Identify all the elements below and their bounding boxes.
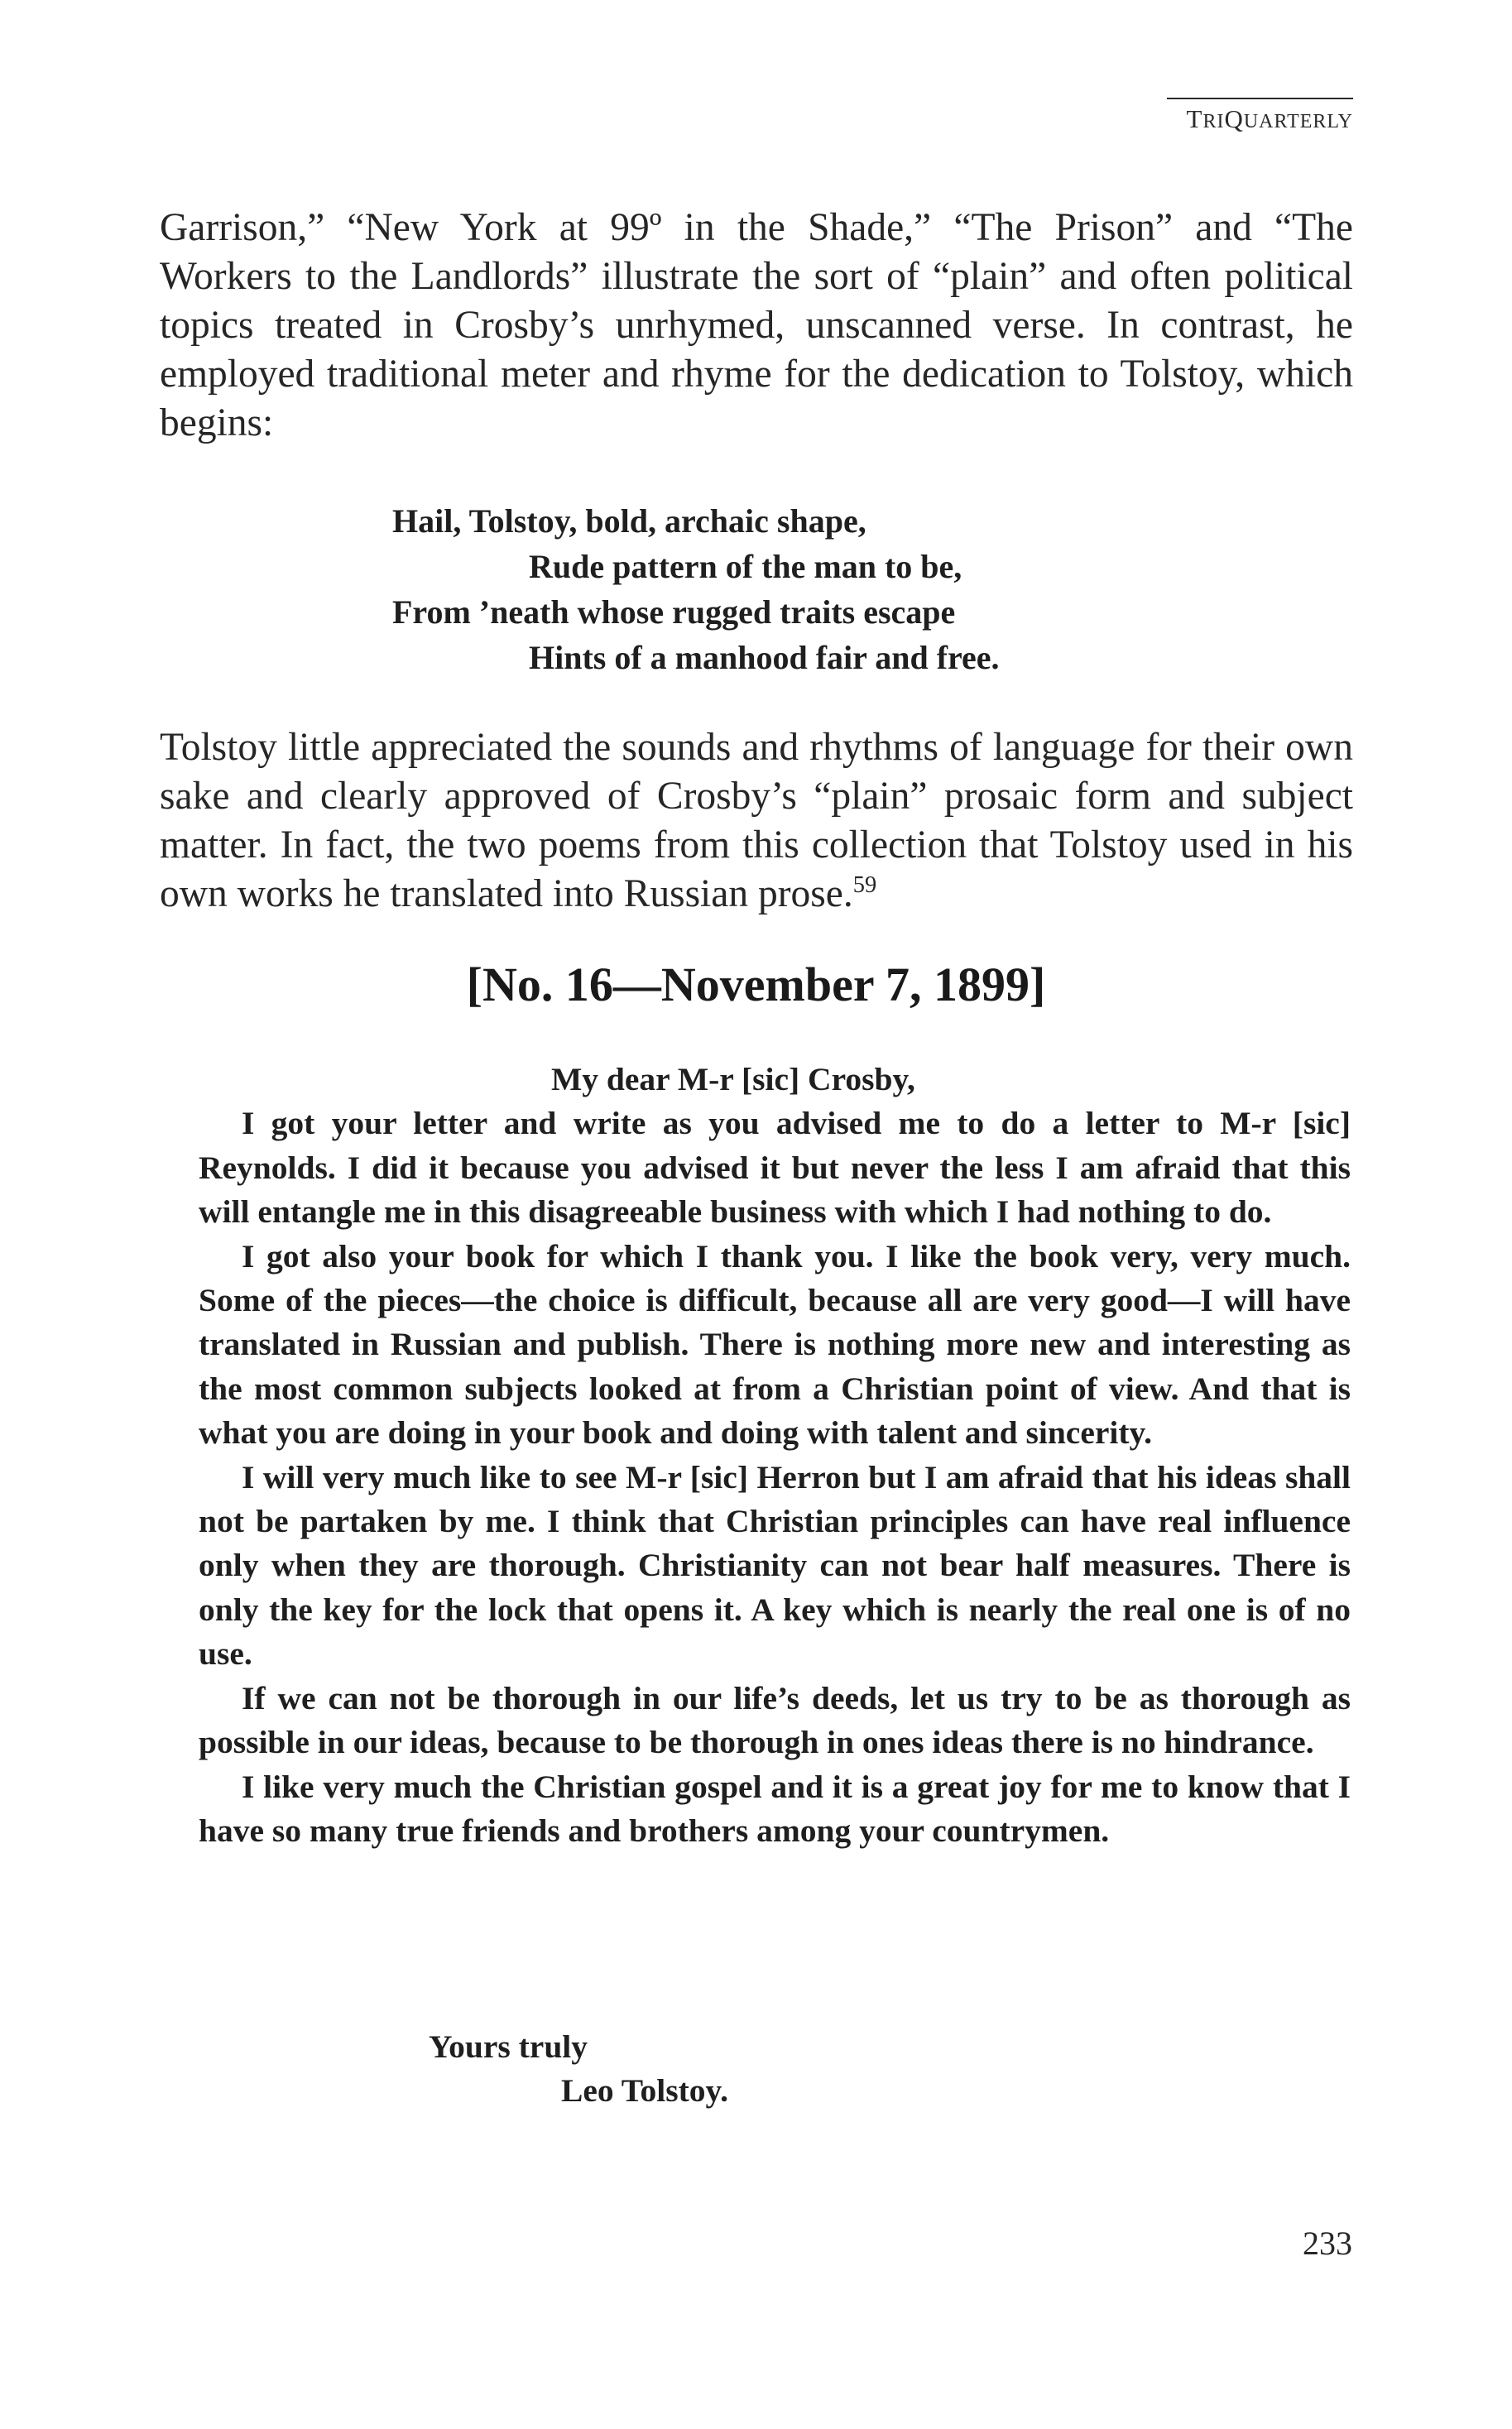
running-head-uarterly: UARTERLY	[1243, 111, 1353, 132]
running-head-ri: RI	[1202, 111, 1225, 132]
letter-paragraph: If we can not be thorough in our life’s deeds, let us try to be as thorough as possible in our ideas, because to be thorough in ones ideas there is no hindrance.	[199, 1679, 1351, 1761]
running-head-q: Q	[1224, 104, 1244, 133]
verse-line: From ’neath whose rugged traits escape	[392, 593, 956, 631]
page-number: 233	[1303, 2225, 1352, 2262]
letter-paragraph: I like very much the Christian gospel and it is a great joy for me to know that I have so many true friends and brothers among your countrymen.	[199, 1768, 1351, 1849]
letter-paragraph: I got your letter and write as you advised me to do a letter to M-r [sic] Reynolds. I did it because you advised it but never the less I am afraid that this will entangle me in this disagreeable business with which I had nothing to do.	[199, 1105, 1351, 1231]
letter-paragraph: I got also your book for which I thank you. I like the book very, very much. Some of the pieces—the choice is difficult, because all are very good—I will have translated in Russian and publish. There is nothing more new and interesting as the most common subjects looked at from a Christian point of view. And that is what you are doing in your book and doing with talent and sincerity.	[199, 1237, 1351, 1452]
body-paragraph-2-text: Tolstoy little appreciated the sounds and rhythms of language for their own sake and clearly approved of Crosby’s “plain” prosaic form and subject matter. In fact, the two poems from this collection that Tolstoy used in his own works he translated into Russian prose.	[160, 726, 1353, 915]
letter-body	[199, 1058, 1351, 1853]
footnote-marker: 59	[852, 872, 877, 899]
letter-closing: Yours truly	[429, 2028, 588, 2065]
running-head-t: T	[1186, 104, 1203, 133]
verse-line: Rude pattern of the man to be,	[529, 548, 962, 585]
body-paragraph-2	[160, 723, 1353, 919]
section-heading: [No. 16—November 7, 1899]	[466, 958, 1046, 1011]
verse-quotation	[392, 498, 1000, 680]
body-paragraph-1: Garrison,” “New York at 99º in the Shade,” “The Prison” and “The Workers to the Landlords” illustrate the sort of “plain” and often political topics treated in Crosby’s unrhymed, unscanned verse. In contrast, he employed traditional meter and rhyme for the dedication to Tolstoy, which begins:	[160, 206, 1353, 444]
verse-line: Hints of a manhood fair and free.	[529, 639, 1000, 676]
verse-line: Hail, Tolstoy, bold, archaic shape,	[392, 502, 866, 540]
header-rule	[1167, 98, 1353, 99]
letter-salutation: My dear M-r [sic] Crosby,	[551, 1061, 915, 1097]
letter-signature: Leo Tolstoy.	[561, 2072, 728, 2109]
letter-paragraph: I will very much like to see M-r [sic] Herron but I am afraid that his ideas shall not be partaken by me. I think that Christian principles can have real influence only when they are thorough. Christianity can not bear half measures. There is only the key for the lock that opens it. A key which is nearly the real one is of no use.	[199, 1458, 1351, 1673]
running-head	[1187, 104, 1353, 134]
